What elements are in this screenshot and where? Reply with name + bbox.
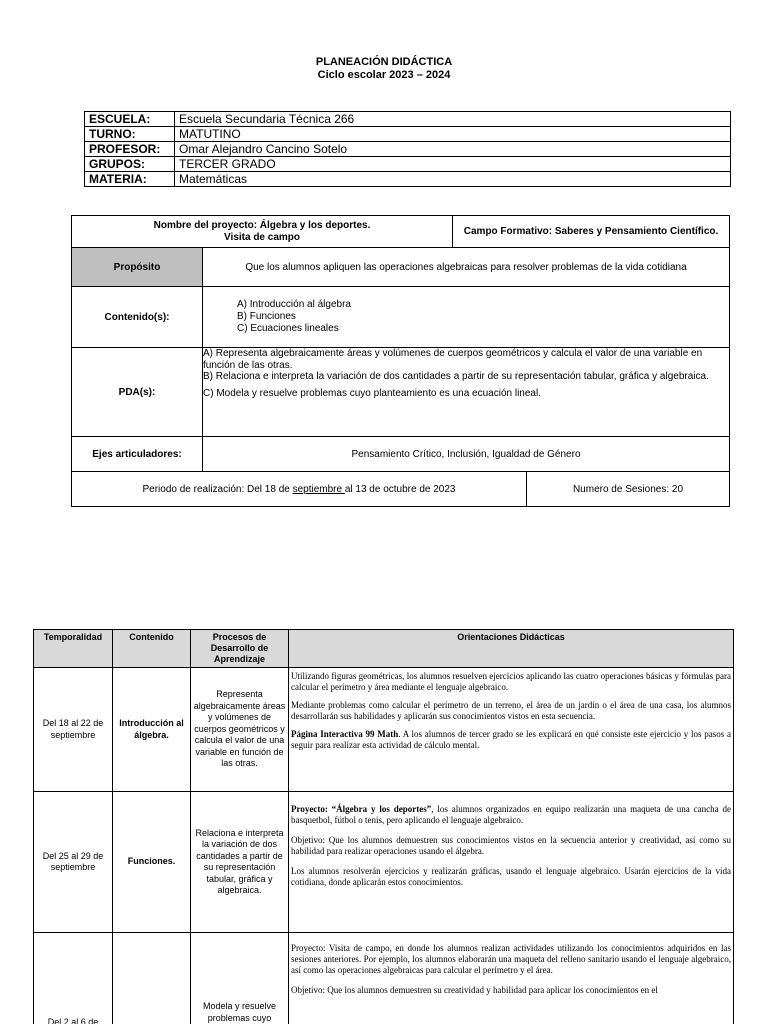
pda-label: PDA(s): [72,348,203,437]
info-value: Omar Alejandro Cancino Sotelo [175,142,731,157]
contenido-item: C) Ecuaciones lineales [237,323,339,334]
campo-formativo: Campo Formativo: Saberes y Pensamiento Científico. [453,216,730,248]
orientacion-paragraph: Utilizando figuras geométricas, los alumnos resuelven ejercicios aplicando las cuatro operaciones básicas y fórmulas para calcular el perímetro y área mediante el lenguaje algebraico. [291,671,731,692]
info-row [85,127,731,142]
orientaciones-cell [289,668,734,792]
info-row [85,157,731,172]
contenidos-label: Contenido(s): [72,287,203,348]
project-name-line2: Visita de campo [224,231,301,243]
planning-table [33,629,734,1024]
periodo-suffix: al 13 de octubre de 2023 [344,483,456,495]
orientacion-paragraph [291,729,731,751]
interactive-page-name: Página Interactiva 99 Math [291,729,399,739]
contenido-cell: Introducción al álgebra. [113,668,191,792]
header-orientaciones: Orientaciones Didácticas [289,630,734,668]
pda-item: B) Relaciona e interpreta la variación de dos cantidades a partir de su representación tabular, gráfica y algebraica. [203,371,709,382]
contenido-cell: Funciones. [113,792,191,933]
project-name-line1: Nombre del proyecto: Álgebra y los deportes. [153,219,371,231]
proposito-label: Propósito [72,248,203,287]
orientacion-text: . A los alumnos de tercer grado se les explicará en qué consiste este ejercicio y los pasos a seguir para realizar esta actividad de cálculo mental. [291,729,731,750]
contenidos-list [203,287,730,348]
project-table [71,215,730,507]
periodo-month: septiembre [292,483,345,495]
project-title: Proyecto: “Álgebra y los deportes” [291,804,432,814]
pda-item: A) Representa algebraicamente áreas y volúmenes de cuerpos geométricos y calcula el valor de una variable en función de las otras. [203,348,703,371]
info-row [85,142,731,157]
orientacion-paragraph: Los alumnos resolverán ejercicios y realizarán gráficas, usando el lenguaje algebraico. Usarán ejercicios de la vida cotidiana, donde aplicarán estos conocimientos. [291,866,731,887]
info-key: ESCUELA: [85,112,175,127]
procesos-cell: Relaciona e interpreta la variación de dos cantidades a partir de su representación tabular, gráfica y algebraica. [191,792,289,933]
procesos-cell: Modela y resuelve problemas cuyo [191,933,289,1024]
temporalidad-cell: Del 25 al 29 de septiembre [34,792,113,933]
table-row [34,792,734,933]
proposito-text: Que los alumnos apliquen las operaciones algebraicas para resolver problemas de la vida cotidiana [203,248,730,287]
info-value: MATUTINO [175,127,731,142]
header-procesos: Procesos de Desarrollo de Aprendizaje [191,630,289,668]
info-key: GRUPOS: [85,157,175,172]
info-key: TURNO: [85,127,175,142]
info-value: Escuela Secundaria Técnica 266 [175,112,731,127]
orientacion-text: , los alumnos organizados en equipo realizarán una maqueta de una cancha de basquetbol, fútbol o tenis, pero aplicando el lenguaje algebraico. [291,804,731,825]
orientacion-paragraph [291,804,731,826]
project-name [72,216,453,248]
document-title: PLANEACIÓN DIDÁCTICA [315,56,453,68]
pda-item: C) Modela y resuelve problemas cuyo planteamiento es una ecuación lineal. [203,387,541,399]
header-contenido: Contenido [113,630,191,668]
ejes-text: Pensamiento Crítico, Inclusión, Igualdad de Género [203,437,730,472]
info-key: MATERIA: [85,172,175,187]
orientacion-paragraph: Proyecto: Visita de campo, en donde los alumnos realizan actividades utilizando los conocimientos adquiridos en las sesiones anteriores. Por ejemplo, los alumnos elaborarán una maqueta del relleno sanitario usando el lenguaje algebraico, así como las operaciones algebraicas para calcular el perímetro y el área. [291,943,731,975]
contenido-cell [113,933,191,1024]
header-temporalidad: Temporalidad [34,630,113,668]
info-row [85,172,731,187]
numero-sesiones: Numero de Sesiones: 20 [527,472,730,507]
school-info-table [84,111,731,187]
info-value: TERCER GRADO [175,157,731,172]
info-row [85,112,731,127]
document-subtitle: Ciclo escolar 2023 – 2024 [317,69,451,81]
periodo-realizacion [72,472,527,507]
orientacion-paragraph: Objetivo: Que los alumnos demuestren sus conocimientos vistos en la secuencia anterior y creatividad, así como su habilidad para realizar operaciones usando el álgebra. [291,835,731,856]
contenido-item: B) Funciones [237,311,296,322]
table-row [34,668,734,792]
orientacion-paragraph: Objetivo: Que los alumnos demuestren su creatividad y habilidad para aplicar los conocimientos en el [291,985,658,995]
ejes-label: Ejes articuladores: [72,437,203,472]
table-row [34,933,734,1024]
info-key: PROFESOR: [85,142,175,157]
procesos-cell: Representa algebraicamente áreas y volúmenes de cuerpos geométricos y calcula el valor de una variable en función de las otras. [191,668,289,792]
orientaciones-cell [289,792,734,933]
pda-list [203,348,730,437]
info-value: Matemáticas [175,172,731,187]
orientacion-paragraph: Mediante problemas como calcular el perímetro de un terreno, el área de un jardín o el área de una casa, los alumnos desarrollarán sus habilidades y aplicarán sus conocimientos vistos en esta secuencia. [291,700,731,721]
contenido-item: A) Introducción al álgebra [237,299,351,310]
temporalidad-cell: Del 18 al 22 de septiembre [34,668,113,792]
periodo-prefix: Periodo de realización: Del 18 de [142,483,293,495]
temporalidad-cell: Del 2 al 6 de [34,933,113,1024]
orientaciones-cell [289,933,734,1024]
